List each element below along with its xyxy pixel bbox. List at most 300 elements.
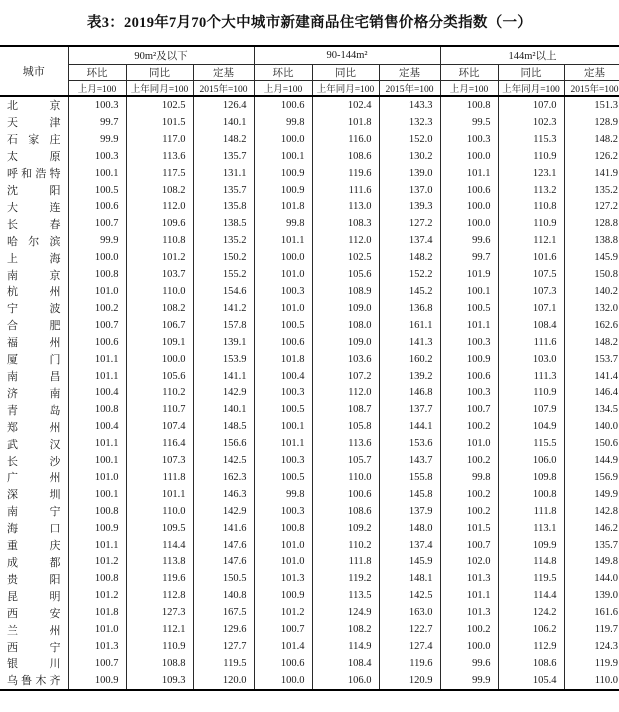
value-cell: 119.7 (564, 621, 619, 638)
table-row (0, 283, 619, 300)
value-cell: 116.0 (312, 131, 379, 148)
value-cell: 124.3 (564, 638, 619, 655)
city-name: 西宁 (7, 641, 61, 654)
table-row (0, 638, 619, 655)
table-row (0, 266, 619, 283)
value-cell: 114.4 (126, 537, 193, 554)
value-cell: 149.8 (564, 554, 619, 571)
value-cell: 100.8 (498, 486, 564, 503)
value-cell: 147.6 (193, 554, 254, 571)
value-cell: 105.6 (126, 368, 193, 385)
value-cell: 100.6 (254, 96, 312, 114)
table-row (0, 351, 619, 368)
value-cell: 101.4 (254, 638, 312, 655)
city-name: 昆明 (7, 590, 61, 603)
value-cell: 141.3 (379, 334, 440, 351)
table-row (0, 469, 619, 486)
value-cell: 106.0 (312, 672, 379, 690)
value-cell: 108.6 (498, 655, 564, 672)
city-name: 长沙 (7, 455, 61, 468)
city-name: 深圳 (7, 489, 61, 502)
value-cell: 112.1 (498, 232, 564, 249)
value-cell: 103.7 (126, 266, 193, 283)
value-cell: 100.1 (68, 452, 126, 469)
city-name: 太原 (7, 151, 61, 164)
value-cell: 100.8 (68, 266, 126, 283)
value-cell: 137.0 (379, 182, 440, 199)
value-cell: 101.1 (440, 317, 498, 334)
city-name: 成都 (7, 556, 61, 569)
value-cell: 100.0 (440, 215, 498, 232)
value-cell: 101.9 (440, 266, 498, 283)
value-cell: 108.9 (312, 283, 379, 300)
value-cell: 103.6 (312, 351, 379, 368)
city-name: 广州 (7, 472, 61, 485)
base-header-prev-year: 上年同月=100 (312, 80, 379, 96)
table-row (0, 249, 619, 266)
header-base-row (0, 80, 619, 96)
value-cell: 101.1 (254, 435, 312, 452)
value-cell: 106.7 (126, 317, 193, 334)
city-name: 重庆 (7, 540, 61, 553)
value-cell: 100.0 (126, 351, 193, 368)
value-cell: 135.2 (193, 232, 254, 249)
value-cell: 100.0 (254, 131, 312, 148)
value-cell: 112.0 (312, 232, 379, 249)
value-cell: 138.5 (193, 215, 254, 232)
value-cell: 135.7 (193, 148, 254, 165)
base-header-prev-month: 上月=100 (68, 80, 126, 96)
value-cell: 99.8 (254, 114, 312, 131)
city-name: 乌鲁木齐 (7, 675, 61, 688)
value-cell: 100.9 (254, 165, 312, 182)
value-cell: 100.0 (440, 148, 498, 165)
table-row (0, 587, 619, 604)
value-cell: 142.5 (379, 587, 440, 604)
value-cell: 134.5 (564, 401, 619, 418)
city-name: 北京 (7, 100, 61, 113)
value-cell: 146.8 (379, 384, 440, 401)
value-cell: 112.9 (498, 638, 564, 655)
value-cell: 101.8 (254, 351, 312, 368)
value-cell: 110.9 (498, 384, 564, 401)
value-cell: 119.9 (564, 655, 619, 672)
page-title: 表3：2019年7月70个大中城市新建商品住宅销售价格分类指数（一） (86, 15, 533, 31)
city-name: 长春 (7, 218, 61, 231)
value-cell: 114.8 (498, 554, 564, 571)
value-cell: 130.2 (379, 148, 440, 165)
value-cell: 144.1 (379, 418, 440, 435)
value-cell: 100.7 (440, 401, 498, 418)
group-header-144-above: 144m²以上 (440, 46, 619, 64)
value-cell: 100.8 (440, 96, 498, 114)
value-cell: 145.2 (379, 283, 440, 300)
value-cell: 113.0 (312, 198, 379, 215)
city-name: 南宁 (7, 506, 61, 519)
value-cell: 100.2 (440, 486, 498, 503)
value-cell: 110.0 (126, 283, 193, 300)
city-name: 福州 (7, 337, 61, 350)
value-cell: 100.0 (254, 249, 312, 266)
table-row (0, 148, 619, 165)
value-cell: 155.8 (379, 469, 440, 486)
value-cell: 139.2 (379, 368, 440, 385)
value-cell: 152.0 (379, 131, 440, 148)
city-name: 厦门 (7, 354, 61, 367)
value-cell: 101.0 (68, 283, 126, 300)
value-cell: 127.4 (379, 638, 440, 655)
value-cell: 108.8 (126, 655, 193, 672)
value-cell: 100.0 (440, 638, 498, 655)
value-cell: 101.2 (68, 554, 126, 571)
city-name: 宁波 (7, 303, 61, 316)
city-name: 杭州 (7, 286, 61, 299)
value-cell: 100.8 (68, 570, 126, 587)
value-cell: 110.0 (564, 672, 619, 690)
value-cell: 106.0 (498, 452, 564, 469)
value-cell: 111.8 (126, 469, 193, 486)
value-cell: 108.2 (126, 182, 193, 199)
base-header-2015: 2015年=100 (564, 80, 619, 96)
value-cell: 102.3 (498, 114, 564, 131)
value-cell: 116.4 (126, 435, 193, 452)
value-cell: 108.2 (312, 621, 379, 638)
value-cell: 122.7 (379, 621, 440, 638)
value-cell: 110.2 (126, 384, 193, 401)
table-row (0, 655, 619, 672)
value-cell: 119.6 (379, 655, 440, 672)
value-cell: 100.9 (440, 351, 498, 368)
value-cell: 100.7 (440, 537, 498, 554)
table-row (0, 520, 619, 537)
value-cell: 99.6 (440, 232, 498, 249)
value-cell: 108.4 (312, 655, 379, 672)
city-name: 石家庄 (7, 134, 61, 147)
value-cell: 109.6 (126, 215, 193, 232)
value-cell: 110.9 (126, 638, 193, 655)
value-cell: 119.6 (312, 165, 379, 182)
value-cell: 148.1 (379, 570, 440, 587)
value-cell: 124.9 (312, 604, 379, 621)
value-cell: 100.2 (440, 452, 498, 469)
value-cell: 128.8 (564, 215, 619, 232)
value-cell: 100.2 (440, 503, 498, 520)
metric-header-yoy: 同比 (498, 64, 564, 80)
value-cell: 137.7 (379, 401, 440, 418)
value-cell: 146.3 (193, 486, 254, 503)
value-cell: 100.3 (254, 452, 312, 469)
city-name: 大连 (7, 201, 61, 214)
value-cell: 100.3 (254, 503, 312, 520)
value-cell: 107.3 (498, 283, 564, 300)
value-cell: 150.8 (564, 266, 619, 283)
table-row (0, 621, 619, 638)
value-cell: 100.8 (68, 401, 126, 418)
value-cell: 101.3 (254, 570, 312, 587)
value-cell: 144.0 (564, 570, 619, 587)
value-cell: 113.1 (498, 520, 564, 537)
value-cell: 99.9 (68, 232, 126, 249)
group-header-90-144: 90-144m² (254, 46, 440, 64)
value-cell: 99.8 (254, 486, 312, 503)
value-cell: 163.0 (379, 604, 440, 621)
value-cell: 100.3 (254, 384, 312, 401)
value-cell: 162.6 (564, 317, 619, 334)
metric-header-base: 定基 (379, 64, 440, 80)
metric-header-base: 定基 (193, 64, 254, 80)
value-cell: 139.0 (379, 165, 440, 182)
value-cell: 100.7 (68, 655, 126, 672)
value-cell: 101.0 (254, 554, 312, 571)
metric-header-mom: 环比 (440, 64, 498, 80)
value-cell: 109.1 (126, 334, 193, 351)
base-header-prev-year: 上年同月=100 (498, 80, 564, 96)
value-cell: 99.7 (68, 114, 126, 131)
table-row (0, 114, 619, 131)
value-cell: 161.1 (379, 317, 440, 334)
value-cell: 124.2 (498, 604, 564, 621)
value-cell: 101.0 (254, 537, 312, 554)
value-cell: 145.8 (379, 486, 440, 503)
base-header-prev-year: 上年同月=100 (126, 80, 193, 96)
table-row (0, 182, 619, 199)
value-cell: 110.9 (498, 148, 564, 165)
value-cell: 115.3 (498, 131, 564, 148)
value-cell: 108.3 (312, 215, 379, 232)
value-cell: 117.0 (126, 131, 193, 148)
value-cell: 101.0 (254, 300, 312, 317)
value-cell: 148.0 (379, 520, 440, 537)
value-cell: 100.9 (254, 182, 312, 199)
value-cell: 105.7 (312, 452, 379, 469)
table-row (0, 131, 619, 148)
value-cell: 167.5 (193, 604, 254, 621)
value-cell: 110.2 (312, 537, 379, 554)
value-cell: 123.1 (498, 165, 564, 182)
value-cell: 160.2 (379, 351, 440, 368)
value-cell: 111.8 (498, 503, 564, 520)
city-name: 沈阳 (7, 185, 61, 198)
value-cell: 102.4 (312, 96, 379, 114)
value-cell: 110.7 (126, 401, 193, 418)
value-cell: 148.2 (564, 131, 619, 148)
metric-header-yoy: 同比 (312, 64, 379, 80)
value-cell: 141.9 (564, 165, 619, 182)
value-cell: 136.8 (379, 300, 440, 317)
base-header-prev-month: 上月=100 (440, 80, 498, 96)
value-cell: 100.3 (68, 96, 126, 114)
value-cell: 143.7 (379, 452, 440, 469)
value-cell: 100.4 (68, 418, 126, 435)
metric-header-mom: 环比 (254, 64, 312, 80)
value-cell: 100.3 (440, 334, 498, 351)
value-cell: 100.5 (254, 317, 312, 334)
city-column-header: 城市 (0, 46, 68, 96)
table-row (0, 215, 619, 232)
value-cell: 101.6 (498, 249, 564, 266)
city-name: 呼和浩特 (7, 168, 61, 181)
value-cell: 100.6 (254, 334, 312, 351)
value-cell: 162.3 (193, 469, 254, 486)
value-cell: 146.4 (564, 384, 619, 401)
value-cell: 141.4 (564, 368, 619, 385)
value-cell: 103.0 (498, 351, 564, 368)
value-cell: 107.4 (126, 418, 193, 435)
city-name: 青岛 (7, 404, 61, 417)
value-cell: 131.1 (193, 165, 254, 182)
value-cell: 101.5 (126, 114, 193, 131)
value-cell: 100.5 (254, 469, 312, 486)
city-name: 贵阳 (7, 573, 61, 586)
value-cell: 101.0 (254, 266, 312, 283)
value-cell: 100.8 (254, 520, 312, 537)
city-name: 兰州 (7, 624, 61, 637)
value-cell: 151.3 (564, 96, 619, 114)
value-cell: 110.9 (498, 215, 564, 232)
value-cell: 150.2 (193, 249, 254, 266)
value-cell: 100.6 (254, 655, 312, 672)
header-metric-row (0, 64, 619, 80)
table-row (0, 452, 619, 469)
value-cell: 100.6 (440, 182, 498, 199)
value-cell: 108.6 (312, 503, 379, 520)
city-name: 上海 (7, 252, 61, 265)
value-cell: 100.6 (440, 368, 498, 385)
value-cell: 99.8 (440, 469, 498, 486)
value-cell: 108.2 (126, 300, 193, 317)
value-cell: 109.9 (498, 537, 564, 554)
value-cell: 101.2 (254, 604, 312, 621)
value-cell: 107.5 (498, 266, 564, 283)
value-cell: 154.6 (193, 283, 254, 300)
value-cell: 142.8 (564, 503, 619, 520)
value-cell: 100.2 (440, 621, 498, 638)
value-cell: 155.2 (193, 266, 254, 283)
value-cell: 145.9 (379, 554, 440, 571)
value-cell: 100.5 (440, 300, 498, 317)
value-cell: 100.2 (68, 300, 126, 317)
value-cell: 107.9 (498, 401, 564, 418)
value-cell: 137.9 (379, 503, 440, 520)
value-cell: 140.1 (193, 114, 254, 131)
value-cell: 135.7 (564, 537, 619, 554)
value-cell: 148.2 (564, 334, 619, 351)
value-cell: 100.1 (254, 148, 312, 165)
value-cell: 138.8 (564, 232, 619, 249)
value-cell: 148.2 (193, 131, 254, 148)
value-cell: 110.8 (498, 198, 564, 215)
metric-header-yoy: 同比 (126, 64, 193, 80)
value-cell: 113.5 (312, 587, 379, 604)
value-cell: 127.7 (193, 638, 254, 655)
city-name: 济南 (7, 387, 61, 400)
value-cell: 100.9 (254, 587, 312, 604)
value-cell: 113.6 (312, 435, 379, 452)
city-name: 南京 (7, 269, 61, 282)
value-cell: 101.1 (440, 165, 498, 182)
value-cell: 100.1 (68, 165, 126, 182)
value-cell: 132.0 (564, 300, 619, 317)
value-cell: 105.8 (312, 418, 379, 435)
value-cell: 139.3 (379, 198, 440, 215)
city-name: 郑州 (7, 421, 61, 434)
value-cell: 107.1 (498, 300, 564, 317)
value-cell: 104.9 (498, 418, 564, 435)
value-cell: 109.2 (312, 520, 379, 537)
value-cell: 127.2 (564, 198, 619, 215)
value-cell: 101.2 (68, 587, 126, 604)
table-body (0, 96, 619, 690)
value-cell: 114.9 (312, 638, 379, 655)
value-cell: 109.0 (312, 334, 379, 351)
value-cell: 101.1 (68, 435, 126, 452)
base-header-2015: 2015年=100 (193, 80, 254, 96)
value-cell: 100.9 (68, 672, 126, 690)
value-cell: 157.8 (193, 317, 254, 334)
city-name: 南昌 (7, 371, 61, 383)
value-cell: 102.0 (440, 554, 498, 571)
value-cell: 139.0 (564, 587, 619, 604)
value-cell: 108.0 (312, 317, 379, 334)
value-cell: 100.3 (440, 384, 498, 401)
value-cell: 100.1 (440, 283, 498, 300)
metric-header-mom: 环比 (68, 64, 126, 80)
table-row (0, 418, 619, 435)
value-cell: 107.0 (498, 96, 564, 114)
value-cell: 148.5 (193, 418, 254, 435)
value-cell: 126.2 (564, 148, 619, 165)
value-cell: 100.7 (254, 621, 312, 638)
value-cell: 100.1 (68, 486, 126, 503)
value-cell: 109.0 (312, 300, 379, 317)
value-cell: 113.2 (498, 182, 564, 199)
value-cell: 150.5 (193, 570, 254, 587)
value-cell: 102.5 (126, 96, 193, 114)
value-cell: 100.6 (68, 198, 126, 215)
value-cell: 139.1 (193, 334, 254, 351)
value-cell: 100.9 (68, 520, 126, 537)
value-cell: 101.8 (68, 604, 126, 621)
value-cell: 101.0 (440, 435, 498, 452)
value-cell: 119.5 (498, 570, 564, 587)
table-row (0, 672, 619, 690)
value-cell: 142.5 (193, 452, 254, 469)
table-row (0, 300, 619, 317)
value-cell: 112.0 (126, 198, 193, 215)
value-cell: 99.9 (68, 131, 126, 148)
value-cell: 141.6 (193, 520, 254, 537)
value-cell: 100.3 (68, 148, 126, 165)
value-cell: 117.5 (126, 165, 193, 182)
value-cell: 101.1 (68, 351, 126, 368)
value-cell: 110.8 (126, 232, 193, 249)
value-cell: 113.6 (126, 148, 193, 165)
value-cell: 115.5 (498, 435, 564, 452)
value-cell: 152.2 (379, 266, 440, 283)
value-cell: 156.6 (193, 435, 254, 452)
value-cell: 150.6 (564, 435, 619, 452)
value-cell: 101.3 (440, 604, 498, 621)
table-row (0, 334, 619, 351)
value-cell: 105.4 (498, 672, 564, 690)
value-cell: 111.8 (312, 554, 379, 571)
city-name: 天津 (7, 117, 61, 130)
base-header-prev-month: 上月=100 (254, 80, 312, 96)
value-cell: 111.6 (312, 182, 379, 199)
value-cell: 140.1 (193, 401, 254, 418)
value-cell: 100.2 (440, 418, 498, 435)
value-cell: 137.4 (379, 537, 440, 554)
